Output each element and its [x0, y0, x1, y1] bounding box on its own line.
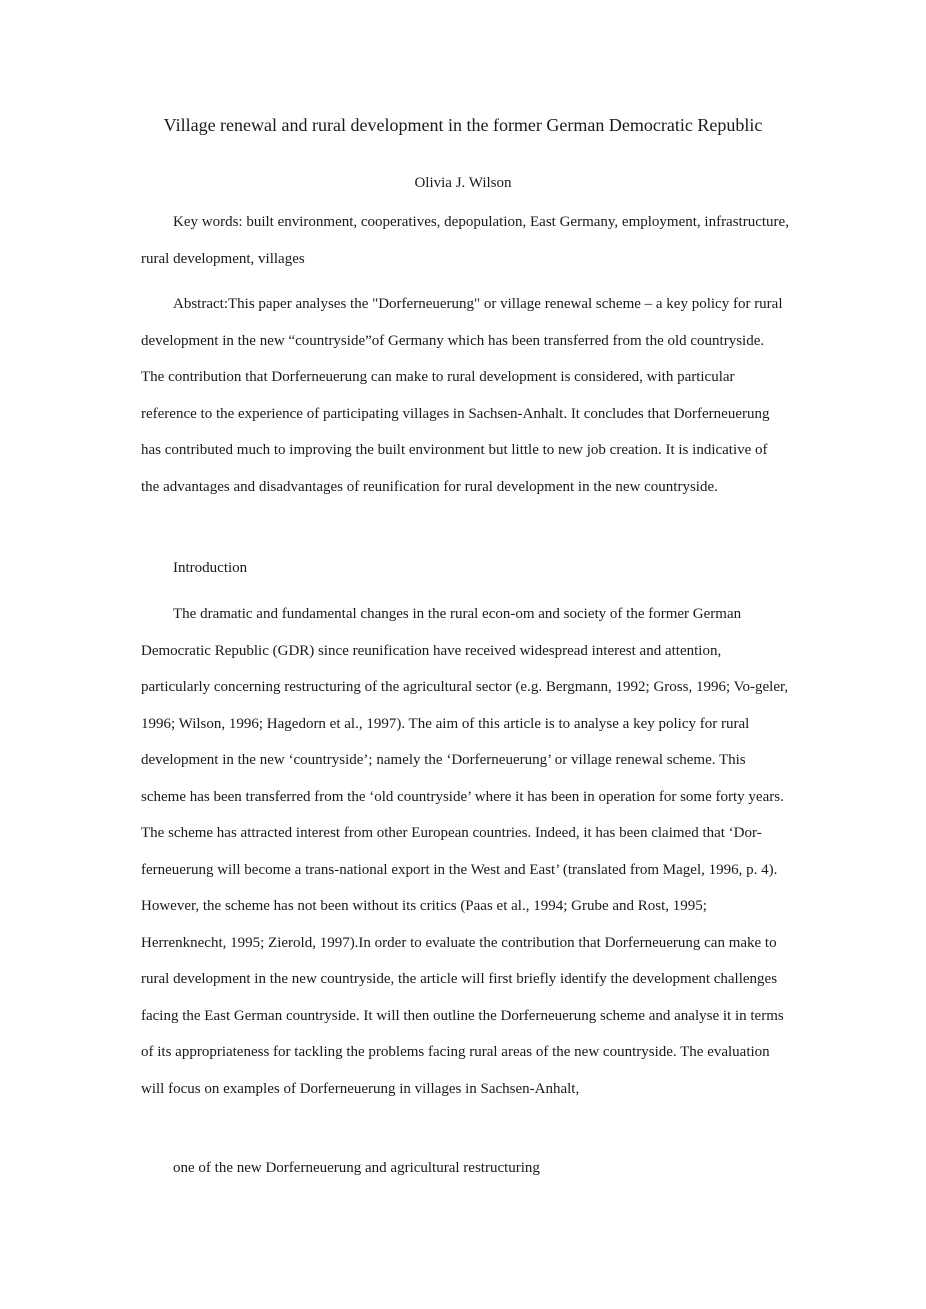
trailing-paragraph: one of the new Dorferneuerung and agricultural restructuring [173, 1160, 540, 1176]
paper-title: Village renewal and rural development in the former German Democratic Republic [163, 115, 763, 135]
introduction-heading: Introduction [173, 560, 248, 576]
abstract-paragraph: Abstract:This paper analyses the "Dorferneuerung" or village renewal scheme – a key policy for rural development in the new “countryside”of Germany which has been transferred from the old countryside. The contribution that Dorferneuerung can make to rural development is considered, with particular reference to the experience of participating villages in Sachsen-Anhalt. It concludes that Dorferneuerung has contributed much to improving the built environment but little to new job creation. It is indicative of the advantages and disadvantages of reunification for rural development in the new countryside. [141, 296, 783, 495]
introduction-paragraph: The dramatic and fundamental changes in the rural econ-om and society of the former German Democratic Republic (GDR) since reunification have received widespread interest and attention, particularly concerning restructuring of the agricultural sector (e.g. Bergmann, 1992; Gross, 1996; Vo-geler, 1996; Wilson, 1996; Hagedorn et al., 1997). The aim of this article is to analyse a key policy for rural development in the new ‘countryside’; namely the ‘Dorferneuerung’ or village renewal scheme. This scheme has been transferred from the ‘old countryside’ where it has been in operation for some forty years. The scheme has attracted interest from other European countries. Indeed, it has been claimed that ‘Dor- ferneuerung will become a trans-national export in the West and East’ (translated from Magel, 1996, p. 4). However, the scheme has not been without its critics (Paas et al., 1994; Grube and Rost, 1995; Herrenknecht, 1995; Zierold, 1997).In order to evaluate the contribution that Dorferneuerung can make to rural development in the new countryside, the article will first briefly identify the development challenges facing the East German countryside. It will then outline the Dorferneuerung scheme and analyse it in terms of its appropriateness for tackling the problems facing rural areas of the new countryside. The evaluation will focus on examples of Dorferneuerung in villages in Sachsen-Anhalt, [141, 606, 789, 1097]
author-name: Olivia J. Wilson [414, 175, 512, 191]
keywords-paragraph: Key words: built environment, cooperatives, depopulation, East Germany, employment, infrastructure, rural development, villages [141, 214, 789, 267]
